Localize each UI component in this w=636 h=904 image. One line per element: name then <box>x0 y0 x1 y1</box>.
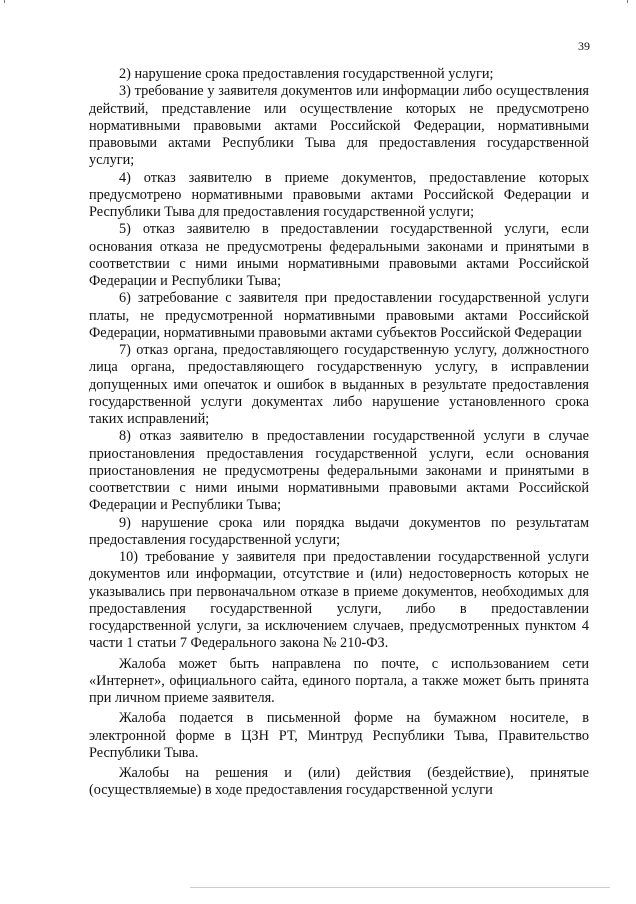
complaint-channels-paragraph: Жалоба может быть направлена по почте, с использованием сети «Интернет», официального сайта, единого портала, а также может быть принята при личном приеме заявителя. <box>89 655 589 706</box>
list-item-5: 5) отказ заявителю в предоставлении государственной услуги, если основания отказа не предусмотрены федеральными законами и принятыми в соответствии с ними иными нормативными правовыми актами Российской Федерации и Республики Тыва; <box>89 221 589 289</box>
scan-mark <box>4 0 5 3</box>
page-number: 39 <box>578 39 590 53</box>
list-item-7: 7) отказ органа, предоставляющего государственную услугу, должностного лица органа, предоставляющего государственную услугу, в исправлении допущенных ими опечаток и ошибок в выданных в результате предоставления государственной услуги документах либо нарушение установленного срока таких исправлений; <box>89 342 589 427</box>
list-item-9: 9) нарушение срока или порядка выдачи документов по результатам предоставления государственной услуги; <box>89 514 589 548</box>
list-item-4: 4) отказ заявителю в приеме документов, предоставление которых предусмотрено нормативными правовыми актами Российской Федерации и Республики Тыва для предоставления государственной услуги; <box>89 169 589 220</box>
scan-mark <box>627 0 628 3</box>
list-item-10: 10) требование у заявителя при предоставлении государственной услуги документов или информации, отсутствие и (или) недостоверность которых не указывались при первоначальном отказе в приеме документов, необходимых для предоставления государственной услуги, либо в предоставлении государственной услуги, за исключением случаев, предусмотренных пунктом 4 части 1 статьи 7 Федерального закона № 210-ФЗ. <box>89 549 589 652</box>
complaint-decisions-paragraph: Жалобы на решения и (или) действия (бездействие), принятые (осуществляемые) в ходе предоставления государственной услуги <box>89 765 589 799</box>
list-item-6: 6) затребование с заявителя при предоставлении государственной услуги платы, не предусмотренной нормативными правовыми актами Российской Федерации, нормативными правовыми актами субъектов Российской Федерации <box>89 290 589 341</box>
document-body <box>89 66 589 800</box>
list-item-2: 2) нарушение срока предоставления государственной услуги; <box>119 66 494 82</box>
list-item-3: 3) требование у заявителя документов или информации либо осуществления действий, представление или осуществление которых не предусмотрено нормативными правовыми актами Российской Федерации, нормативными правовыми актами Республики Тыва для предоставления государственной услуги; <box>89 83 589 169</box>
complaint-form-paragraph: Жалоба подается в письменной форме на бумажном носителе, в электронной форме в ЦЗН РТ, Минтруд Республики Тыва, Правительство Республики Тыва. <box>89 710 589 761</box>
scan-edge-bottom <box>190 887 610 890</box>
scan-edge-top <box>0 0 636 4</box>
list-item-8: 8) отказ заявителю в предоставлении государственной услуги в случае приостановления предоставления государственной услуги, если основания приостановления не предусмотрены федеральными законами и принятыми в соответствии с ними иными нормативными правовыми актами Российской Федерации и Республики Тыва; <box>89 428 589 514</box>
